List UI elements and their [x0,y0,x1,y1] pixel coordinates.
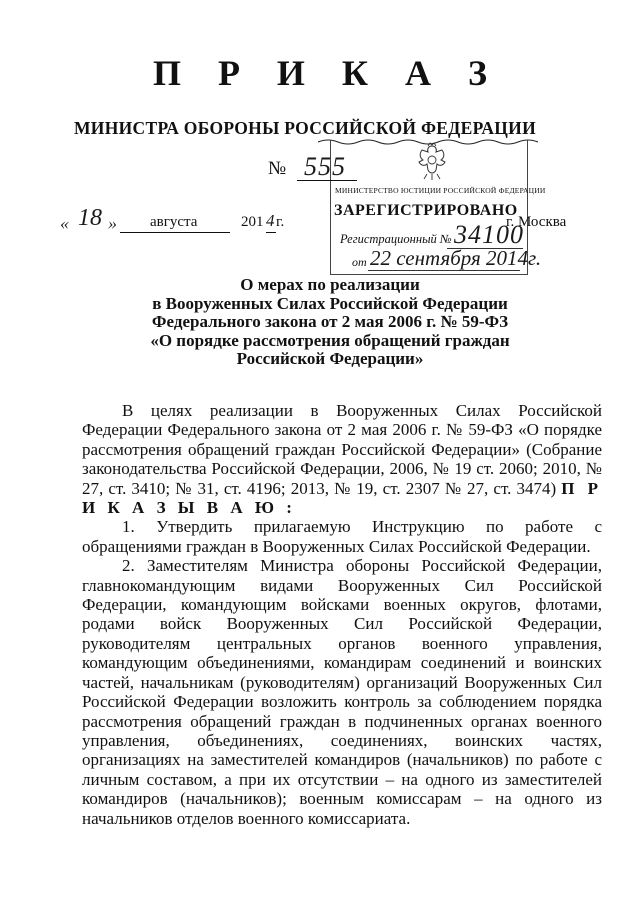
date-open-quote: « [60,213,69,233]
title-line: Российской Федерации» [236,349,424,368]
item-2-paragraph: 2. Заместителям Министра обороны Российской Федерации, главнокомандующим видами Вооруженных Сил Российской Федерации, командующим войсками военных округов, флотами, родами войск Вооруженных Сил Российской Федерации, руководителям центральных органов военного управления, командующим объединениями, командирам соединений и воинских частей, начальникам (руководителям) организаций Вооруженных Сил Российской Федерации возложить контроль за соблюдением порядка рассмотрения обращений граждан в подчиненных органах военного управления, объединениях, соединениях, воинских частях, организациях на заместителей командиров (начальников) по работе с личным составом, а при их отсутствии – на одного из заместителей командиров (начальников); военным комиссарам – на одного из начальников отделов военного комиссариата. [82,556,602,828]
stamp-registered-text: ЗАРЕГИСТРИРОВАНО [334,202,518,219]
stamp-reg-number-value: 34100 [454,220,524,249]
preamble-text: В целях реализации в Вооруженных Силах Российской Федерации Федерального закона от 2 мая 2006 г. № 59-ФЗ «О порядке рассмотрения обращений граждан Российской Федерации» (Собрание законодательства Российской Федерации, 2006, № 19 ст. 2060; 2010, № 27, ст. 3410; № 31, ст. 4196; 2013, № 19, ст. 2307 № 27, ст. 3474) [82,401,602,498]
date-year-digit: 4 [266,211,275,230]
date-year-prefix: 201 [241,214,264,230]
coat-of-arms-icon [414,142,450,182]
title-line: Федерального закона от 2 мая 2006 г. № 59-ФЗ [151,312,509,331]
date-day: 18 [78,205,102,231]
date-close-quote: » [108,213,117,233]
city: г. Москва [506,214,567,230]
document-type-heading: П Р И К А З [152,53,502,93]
stamp-ministry-text: МИНИСТЕРСТВО ЮСТИЦИИ РОССИЙСКОЙ ФЕДЕРАЦИИ [335,186,546,195]
preamble-paragraph [82,401,602,517]
date-year-line [266,232,276,233]
order-number-label: № [268,158,287,179]
stamp-reg-number-label: Регистрационный № [340,232,452,246]
issuer-line: МИНИСТРА ОБОРОНЫ РОССИЙСКОЙ ФЕДЕРАЦИИ [73,118,536,138]
item-1-paragraph: 1. Утвердить прилагаемую Инструкцию по работе с обращениями граждан в Вооруженных Силах Российской Федерации. [82,517,602,556]
date-month: августа [150,214,198,230]
date-year-suffix: г. [276,214,285,230]
order-word: П Р И К А З Ы В А Ю : [82,478,603,518]
order-number-value: 555 [304,152,346,181]
title-line: в Вооруженных Силах Российской Федерации [152,293,508,313]
title-line: «О порядке рассмотрения обращений граждан [150,330,510,350]
document-body [82,401,602,828]
stamp-reg-date-label: от [352,255,367,269]
stamp-reg-date-value: 22 сентября 2014г. [370,246,542,270]
title-line: О мерах по реализации [240,275,420,294]
document-title [100,276,560,369]
date-month-line [120,232,230,233]
